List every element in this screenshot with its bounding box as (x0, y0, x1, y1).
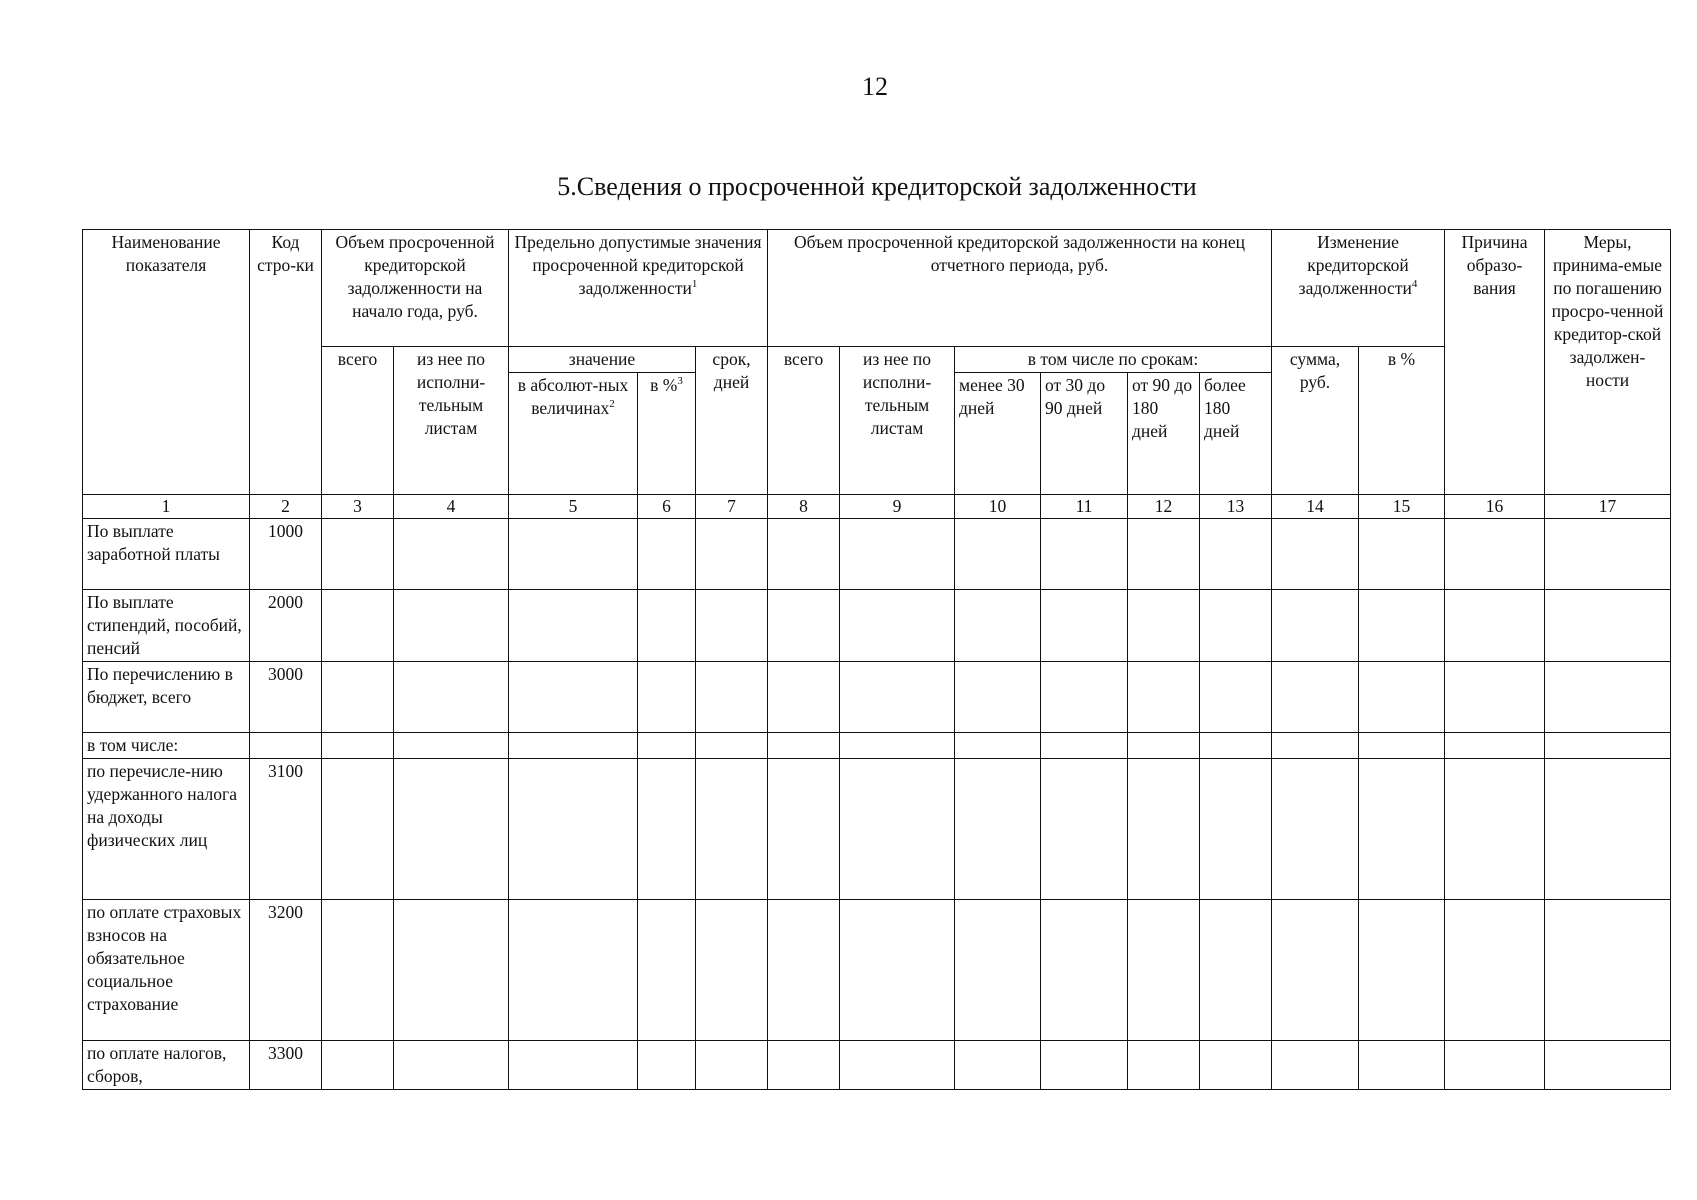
data-cell[interactable] (1200, 1041, 1272, 1090)
table-row (83, 759, 1671, 900)
column-number: 15 (1359, 495, 1445, 519)
table-row (83, 519, 1671, 590)
header-limits (509, 230, 768, 347)
footnote-4: 4 (1411, 278, 1418, 290)
data-cell[interactable] (840, 590, 955, 662)
data-cell[interactable] (1445, 519, 1545, 590)
footnote-2: 2 (609, 398, 615, 410)
header-reason: Причина образо-вания (1445, 230, 1545, 495)
column-number: 12 (1128, 495, 1200, 519)
column-number: 14 (1272, 495, 1359, 519)
row-code: 1000 (250, 519, 322, 590)
data-cell[interactable] (955, 900, 1041, 1041)
data-cell[interactable] (1272, 900, 1359, 1041)
header-start-writs: из нее по исполни-тельным листам (394, 347, 509, 495)
data-cell[interactable] (768, 1041, 840, 1090)
data-cell[interactable] (1445, 900, 1545, 1041)
data-cell[interactable] (696, 759, 768, 900)
data-cell[interactable] (509, 519, 638, 590)
data-cell[interactable] (1445, 733, 1545, 759)
header-limit-value: значение (509, 347, 696, 373)
data-cell[interactable] (638, 900, 696, 1041)
data-cell[interactable] (509, 1041, 638, 1090)
data-cell[interactable] (509, 590, 638, 662)
data-cell[interactable] (1041, 733, 1128, 759)
row-name: по оплате страховых взносов на обязательное социальное страхование (83, 900, 250, 1041)
header-code: Код стро-ки (250, 230, 322, 495)
header-change-sum: сумма, руб. (1272, 347, 1359, 495)
data-cell[interactable] (768, 733, 840, 759)
data-cell[interactable] (1200, 733, 1272, 759)
page-number: 12 (862, 72, 888, 101)
data-cell[interactable] (1200, 590, 1272, 662)
data-cell[interactable] (840, 519, 955, 590)
column-number: 2 (250, 495, 322, 519)
data-cell[interactable] (1445, 759, 1545, 900)
column-number: 5 (509, 495, 638, 519)
header-term-lt30: менее 30 дней (955, 373, 1041, 495)
row-name: по оплате налогов, сборов, (83, 1041, 250, 1090)
data-cell[interactable] (638, 662, 696, 733)
column-numbers-row (83, 495, 1671, 519)
data-cell[interactable] (696, 519, 768, 590)
data-cell[interactable] (1128, 1041, 1200, 1090)
data-cell[interactable] (638, 1041, 696, 1090)
row-name: По выплате стипендий, пособий, пенсий (83, 590, 250, 662)
data-cell[interactable] (394, 1041, 509, 1090)
row-code: 3000 (250, 662, 322, 733)
data-cell[interactable] (638, 759, 696, 900)
data-cell[interactable] (1200, 759, 1272, 900)
column-number: 11 (1041, 495, 1128, 519)
data-cell[interactable] (394, 759, 509, 900)
data-cell[interactable] (638, 519, 696, 590)
table-row (83, 1041, 1671, 1090)
table-row (83, 900, 1671, 1041)
footnote-3: 3 (677, 375, 683, 387)
data-cell[interactable] (509, 900, 638, 1041)
data-cell[interactable] (955, 590, 1041, 662)
data-cell[interactable] (1200, 900, 1272, 1041)
data-cell[interactable] (1200, 519, 1272, 590)
row-name: по перечисле-нию удержанного налога на доходы физических лиц (83, 759, 250, 900)
data-cell[interactable] (840, 733, 955, 759)
data-cell[interactable] (1545, 900, 1671, 1041)
data-cell[interactable] (768, 662, 840, 733)
data-cell[interactable] (1359, 662, 1445, 733)
row-code: 3100 (250, 759, 322, 900)
header-limit-abs (509, 373, 638, 495)
data-cell[interactable] (1272, 662, 1359, 733)
column-number: 6 (638, 495, 696, 519)
data-cell[interactable] (696, 733, 768, 759)
row-code: 3300 (250, 1041, 322, 1090)
data-cell[interactable] (1359, 590, 1445, 662)
header-limit-pct-text: в % (650, 375, 678, 395)
data-cell[interactable] (1272, 519, 1359, 590)
data-cell[interactable] (696, 662, 768, 733)
column-number: 4 (394, 495, 509, 519)
data-cell[interactable] (322, 662, 394, 733)
header-term-30-90: от 30 до 90 дней (1041, 373, 1128, 495)
data-cell[interactable] (1272, 590, 1359, 662)
data-cell[interactable] (638, 733, 696, 759)
data-cell[interactable] (1272, 1041, 1359, 1090)
column-number: 7 (696, 495, 768, 519)
data-cell[interactable] (1545, 1041, 1671, 1090)
data-cell[interactable] (394, 519, 509, 590)
column-number: 13 (1200, 495, 1272, 519)
row-name: По выплате заработной платы (83, 519, 250, 590)
data-cell[interactable] (1545, 733, 1671, 759)
data-cell[interactable] (1359, 1041, 1445, 1090)
data-cell[interactable] (638, 590, 696, 662)
data-cell[interactable] (1272, 759, 1359, 900)
data-cell[interactable] (1359, 900, 1445, 1041)
data-cell[interactable] (768, 759, 840, 900)
data-cell[interactable] (1445, 1041, 1545, 1090)
data-cell[interactable] (1128, 759, 1200, 900)
data-cell[interactable] (840, 662, 955, 733)
data-cell[interactable] (1545, 662, 1671, 733)
data-cell[interactable] (1128, 733, 1200, 759)
data-cell[interactable] (322, 590, 394, 662)
column-number: 8 (768, 495, 840, 519)
data-cell[interactable] (1128, 900, 1200, 1041)
data-cell[interactable] (840, 900, 955, 1041)
data-cell[interactable] (1200, 662, 1272, 733)
data-cell[interactable] (1041, 900, 1128, 1041)
header-end-writs: из нее по исполни-тельным листам (840, 347, 955, 495)
data-cell[interactable] (394, 733, 509, 759)
data-cell[interactable] (322, 900, 394, 1041)
data-cell[interactable] (1545, 519, 1671, 590)
data-cell[interactable] (322, 759, 394, 900)
data-cell[interactable] (1128, 519, 1200, 590)
data-cell[interactable] (955, 759, 1041, 900)
row-name: По перечислению в бюджет, всего (83, 662, 250, 733)
data-cell[interactable] (696, 590, 768, 662)
row-code: 2000 (250, 590, 322, 662)
data-cell[interactable] (840, 1041, 955, 1090)
data-cell[interactable] (1359, 519, 1445, 590)
data-cell[interactable] (1041, 590, 1128, 662)
data-cell[interactable] (1041, 759, 1128, 900)
column-number: 16 (1445, 495, 1545, 519)
header-end-terms: в том числе по срокам: (955, 347, 1272, 373)
header-limits-text: Предельно допустимые значения просроченной кредиторской задолженности (514, 232, 762, 298)
data-cell[interactable] (1545, 590, 1671, 662)
page-title: 5.Сведения о просроченной кредиторской задолженности (557, 172, 1197, 201)
column-number: 1 (83, 495, 250, 519)
header-limit-abs-text: в абсолют-ных величинах (517, 375, 629, 418)
data-cell[interactable] (1545, 759, 1671, 900)
table-row (83, 733, 1671, 759)
header-start-total: всего (322, 347, 394, 495)
header-change-pct: в % (1359, 347, 1445, 495)
header-volume-end: Объем просроченной кредиторской задолженности на конец отчетного периода, руб. (768, 230, 1272, 347)
data-cell[interactable] (1041, 519, 1128, 590)
header-end-total: всего (768, 347, 840, 495)
table-row (83, 662, 1671, 733)
data-cell[interactable] (955, 662, 1041, 733)
data-cell[interactable] (955, 1041, 1041, 1090)
row-code (250, 733, 322, 759)
data-cell[interactable] (768, 900, 840, 1041)
column-number: 10 (955, 495, 1041, 519)
data-cell[interactable] (394, 590, 509, 662)
header-row-1 (83, 230, 1671, 347)
data-cell[interactable] (768, 519, 840, 590)
data-cell[interactable] (322, 733, 394, 759)
header-limit-term: срок, дней (696, 347, 768, 495)
row-code: 3200 (250, 900, 322, 1041)
data-cell[interactable] (1272, 733, 1359, 759)
data-cell[interactable] (696, 1041, 768, 1090)
data-cell[interactable] (696, 900, 768, 1041)
header-term-90-180: от 90 до 180 дней (1128, 373, 1200, 495)
data-cell[interactable] (768, 590, 840, 662)
header-row-2 (83, 347, 1671, 373)
data-cell[interactable] (1359, 733, 1445, 759)
data-cell[interactable] (1041, 662, 1128, 733)
data-cell[interactable] (394, 900, 509, 1041)
row-name: в том числе: (83, 733, 250, 759)
header-change-text: Изменение кредиторской задолженности (1298, 232, 1412, 298)
data-cell[interactable] (1359, 759, 1445, 900)
table-row (83, 590, 1671, 662)
data-cell[interactable] (840, 759, 955, 900)
data-cell[interactable] (955, 733, 1041, 759)
data-cell[interactable] (1445, 662, 1545, 733)
column-number: 3 (322, 495, 394, 519)
footnote-1: 1 (691, 278, 698, 290)
header-volume-start: Объем просроченной кредиторской задолженности на начало года, руб. (322, 230, 509, 347)
header-measures: Меры, принима-емые по погашению просро-ченной кредитор-ской задолжен-ности (1545, 230, 1671, 495)
data-cell[interactable] (509, 733, 638, 759)
header-change (1272, 230, 1445, 347)
data-cell[interactable] (322, 519, 394, 590)
data-cell[interactable] (509, 662, 638, 733)
data-cell[interactable] (955, 519, 1041, 590)
header-name: Наименование показателя (83, 230, 250, 495)
data-cell[interactable] (509, 759, 638, 900)
overdue-payables-table (82, 229, 1671, 1090)
data-cell[interactable] (1041, 1041, 1128, 1090)
data-cell[interactable] (1445, 590, 1545, 662)
data-cell[interactable] (1128, 662, 1200, 733)
column-number: 17 (1545, 495, 1671, 519)
data-cell[interactable] (394, 662, 509, 733)
data-cell[interactable] (1128, 590, 1200, 662)
data-cell[interactable] (322, 1041, 394, 1090)
header-term-gt180: более 180 дней (1200, 373, 1272, 495)
header-limit-pct (638, 373, 696, 495)
column-number: 9 (840, 495, 955, 519)
